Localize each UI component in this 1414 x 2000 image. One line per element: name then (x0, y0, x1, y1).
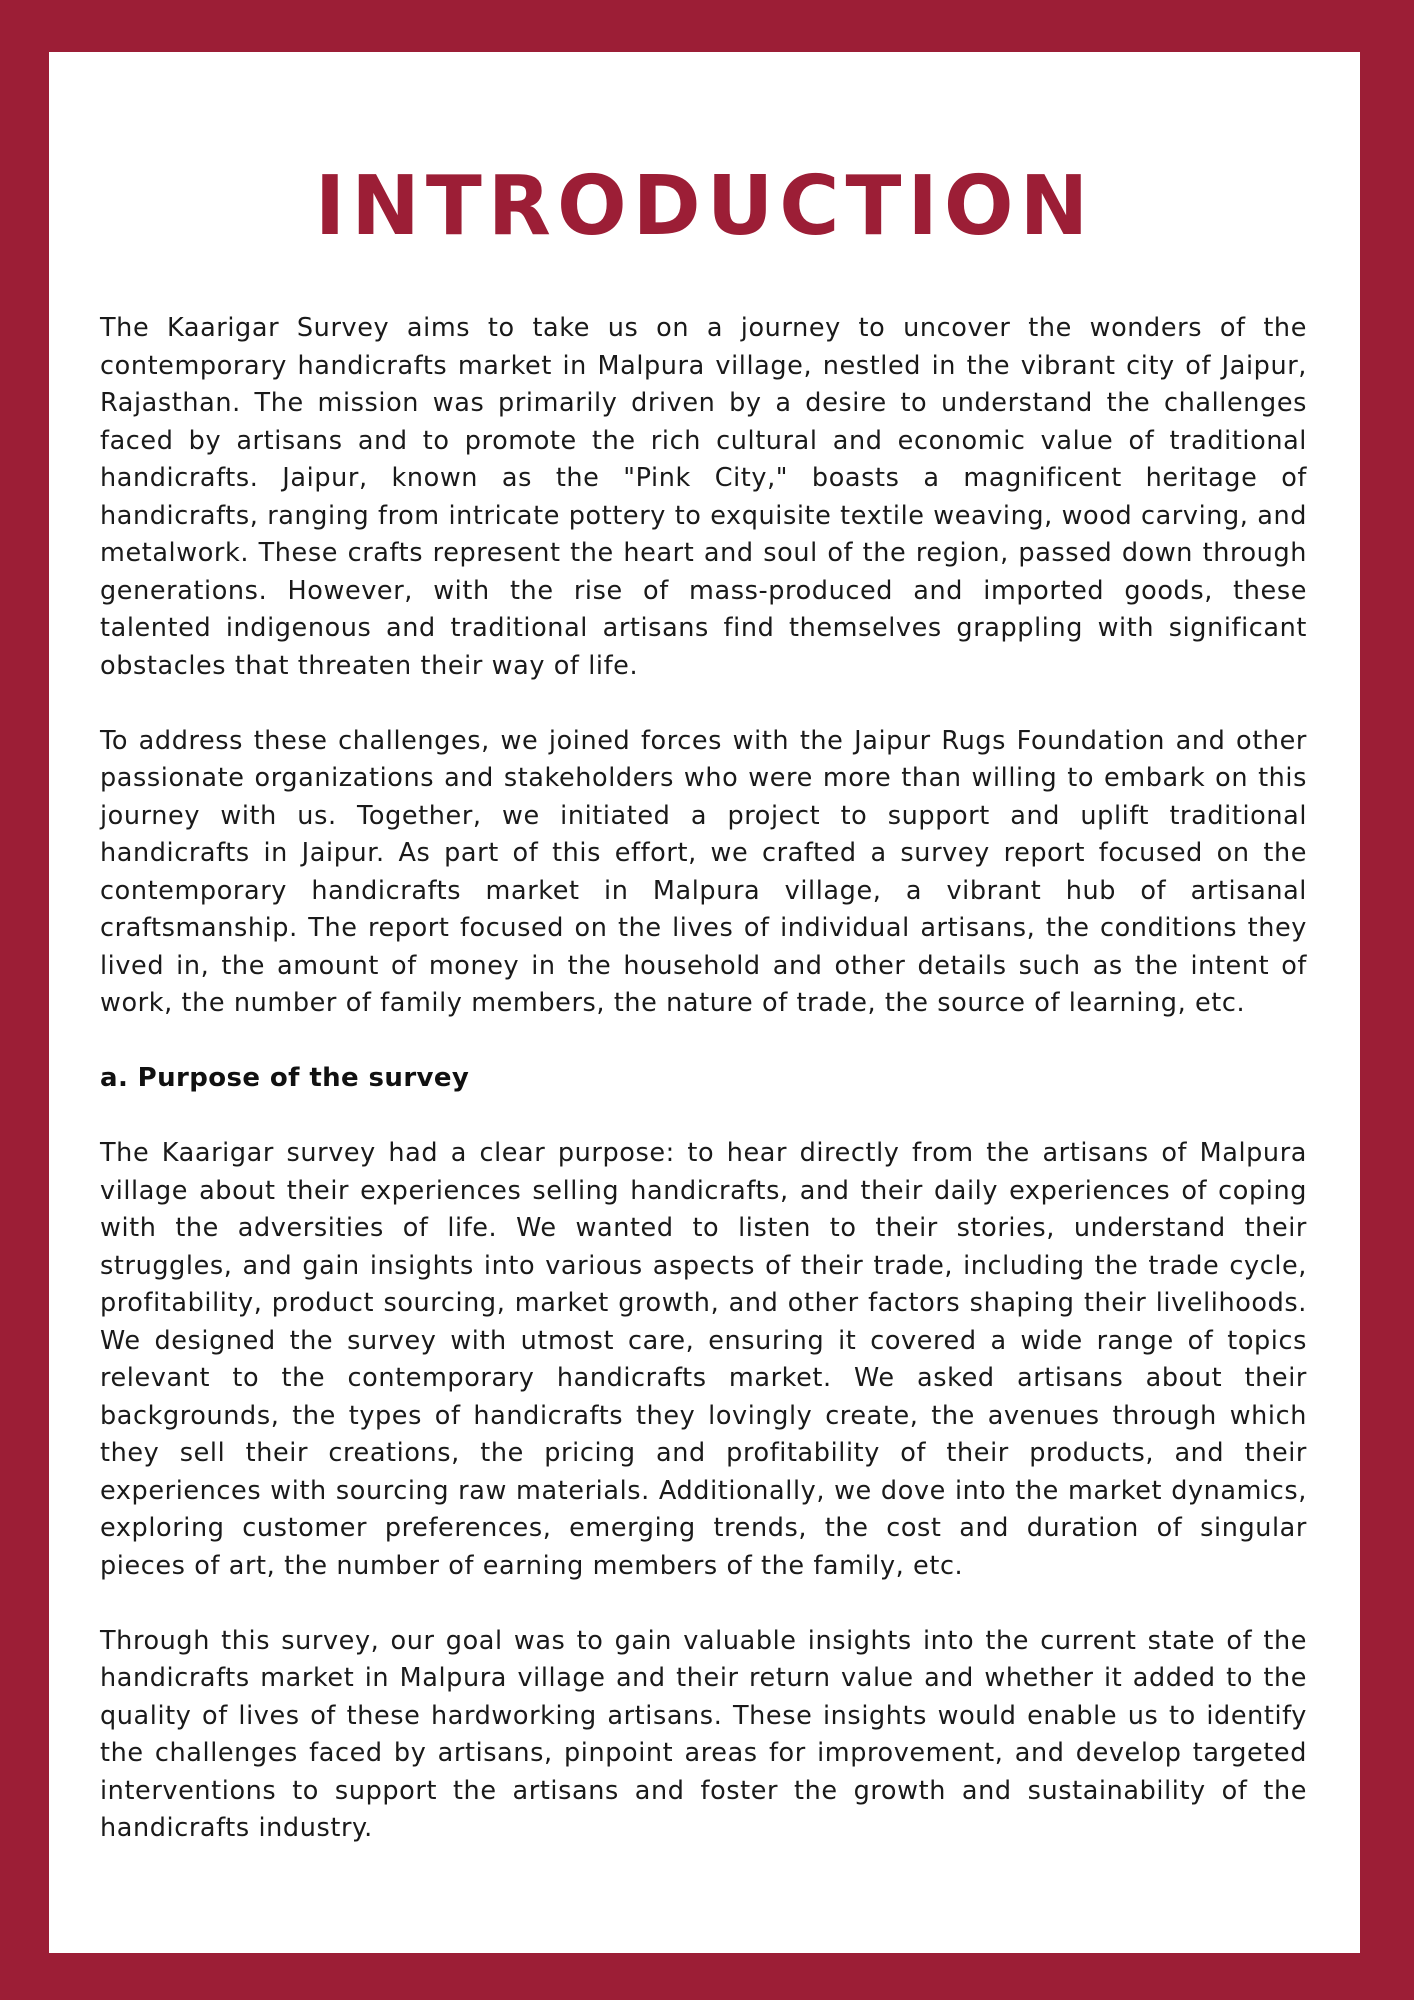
document-body (100, 310, 1307, 1885)
intro-paragraph-2: To address these challenges, we joined forces with the Jaipur Rugs Foundation and other passionate organizations and stakeholders who were more than willing to embark on this journey with us. Together, we initiated a project to support and uplift traditional handicrafts in Jaipur. As part of this effort, we crafted a survey report focused on the contemporary handicrafts market in Malpura village, a vibrant hub of artisanal craftsmanship. The report focused on the lives of individual artisans, the conditions they lived in, the amount of money in the household and other details such as the intent of work, the number of family members, the nature of trade, the source of learning, etc. (100, 725, 1307, 1018)
purpose-paragraph-2: Through this survey, our goal was to gain valuable insights into the current state of the handicrafts market in Malpura village and their return value and whether it added to the quality of lives of these hardworking artisans. These insights would enable us to identify the challenges faced by artisans, pinpoint areas for improvement, and develop targeted interventions to support the artisans and foster the growth and sustainability of the handicrafts industry. (100, 1625, 1307, 1843)
page-title: INTRODUCTION (314, 159, 1095, 254)
document-page (49, 52, 1360, 1953)
section-heading: a. Purpose of the survey (100, 1063, 470, 1093)
purpose-paragraph-1: The Kaarigar survey had a clear purpose: to hear directly from the artisans of Malpura village about their experiences selling handicrafts, and their daily experiences of coping with the adversities of life. We wanted to listen to their stories, understand their struggles, and gain insights into various aspects of their trade, including the trade cycle, profitability, product sourcing, market growth, and other factors shaping their livelihoods. We designed the survey with utmost care, ensuring it covered a wide range of topics relevant to the contemporary handicrafts market. We asked artisans about their backgrounds, the types of handicrafts they lovingly create, the avenues through which they sell their creations, the pricing and profitability of their products, and their experiences with sourcing raw materials. Additionally, we dove into the market dynamics, exploring customer preferences, emerging trends, the cost and duration of singular pieces of art, the number of earning members of the family, etc. (100, 1138, 1307, 1581)
intro-paragraph-1: The Kaarigar Survey aims to take us on a journey to uncover the wonders of the contemporary handicrafts market in Malpura village, nestled in the vibrant city of Jaipur, Rajasthan. The mission was primarily driven by a desire to understand the challenges faced by artisans and to promote the rich cultural and economic value of traditional handicrafts. Jaipur, known as the "Pink City," boasts a magnificent heritage of handicrafts, ranging from intricate pottery to exquisite textile weaving, wood carving, and metalwork. These crafts represent the heart and soul of the region, passed down through generations. However, with the rise of mass-produced and imported goods, these talented indigenous and traditional artisans find themselves grappling with significant obstacles that threaten their way of life. (100, 313, 1307, 681)
